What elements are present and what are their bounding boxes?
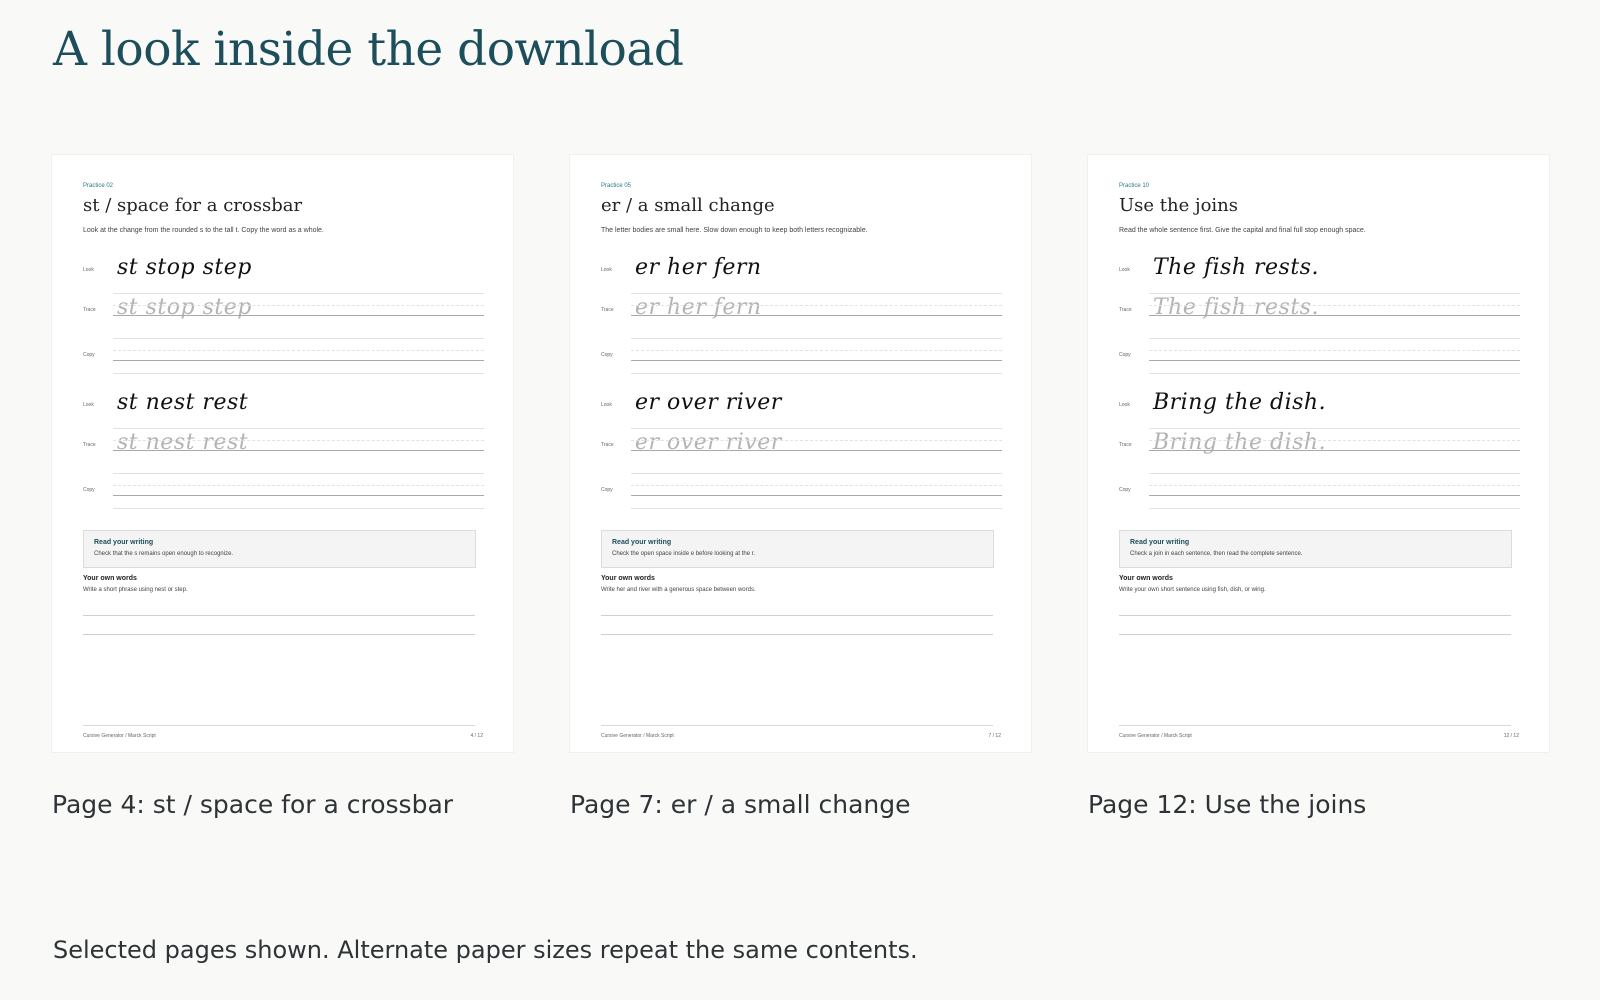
read-your-writing-box <box>1119 530 1512 568</box>
page-number: 7 / 12 <box>988 733 1001 739</box>
page-caption: Page 4: st / space for a crossbar <box>52 790 454 819</box>
trace-text: st stop step <box>117 295 252 320</box>
baseline <box>631 315 1002 316</box>
preview-card <box>1088 155 1549 819</box>
guide-line <box>631 428 1002 429</box>
guide-line <box>631 305 1002 306</box>
guide-line <box>631 440 1002 441</box>
guide-line <box>113 293 484 294</box>
page-instruction: Look at the change from the rounded s to the tall t. Copy the word as a whole. <box>83 227 324 234</box>
guide-line <box>113 338 484 339</box>
trace-label: Trace <box>1119 442 1132 448</box>
guide-line <box>1149 350 1520 351</box>
look-text: er her fern <box>635 255 762 280</box>
read-text: Check that the s remains open enough to recognize. <box>94 551 234 557</box>
guide-line <box>1149 428 1520 429</box>
copy-baseline <box>113 495 484 496</box>
read-text: Check the open space inside e before looking at the r. <box>612 551 756 557</box>
copy-label: Copy <box>1119 352 1131 358</box>
own-words-text: Write a short phrase using nest or step. <box>83 587 188 593</box>
copy-baseline <box>1149 495 1520 496</box>
practice-label: Practice 02 <box>83 183 114 189</box>
page-caption: Page 7: er / a small change <box>570 790 911 819</box>
writing-line <box>1119 634 1511 635</box>
guide-line <box>631 473 1002 474</box>
guide-line <box>1149 440 1520 441</box>
trace-label: Trace <box>83 307 96 313</box>
guide-line <box>1149 338 1520 339</box>
read-text: Check a join in each sentence, then read the complete sentence. <box>1130 551 1303 557</box>
own-words-text: Write her and river with a generous space between words. <box>601 587 756 593</box>
section-heading: A look inside the download <box>53 22 684 77</box>
practice-label: Practice 05 <box>601 183 632 189</box>
look-text: The fish rests. <box>1153 255 1319 280</box>
baseline <box>113 315 484 316</box>
footer-source: Cursive Generator / Marck Script <box>83 733 156 739</box>
baseline <box>1149 315 1520 316</box>
writing-line <box>601 615 993 616</box>
trace-text: Bring the dish. <box>1153 430 1327 455</box>
copy-label: Copy <box>1119 487 1131 493</box>
baseline <box>1149 450 1520 451</box>
trace-text: er her fern <box>635 295 762 320</box>
own-words-text: Write your own short sentence using fish, dish, or wing. <box>1119 587 1266 593</box>
read-your-writing-box <box>601 530 994 568</box>
read-title: Read your writing <box>1130 539 1190 546</box>
page-preview[interactable] <box>1088 155 1549 752</box>
writing-line <box>83 615 475 616</box>
guide-line <box>631 508 1002 509</box>
preview-card <box>570 155 1031 819</box>
look-label: Look <box>1119 402 1130 408</box>
guide-line <box>631 293 1002 294</box>
page-caption: Page 12: Use the joins <box>1088 790 1367 819</box>
trace-text: er over river <box>635 430 782 455</box>
look-label: Look <box>601 267 612 273</box>
writing-line <box>1119 615 1511 616</box>
copy-label: Copy <box>83 352 95 358</box>
page-preview-title: er / a small change <box>601 195 775 216</box>
page-instruction: The letter bodies are small here. Slow down enough to keep both letters recognizable. <box>601 227 868 234</box>
page-instruction: Read the whole sentence first. Give the capital and final full stop enough space. <box>1119 227 1366 234</box>
guide-line <box>631 350 1002 351</box>
footer-rule <box>83 725 475 726</box>
trace-label: Trace <box>83 442 96 448</box>
trace-text: The fish rests. <box>1153 295 1319 320</box>
own-words-title: Your own words <box>83 575 137 582</box>
page-preview[interactable] <box>52 155 513 752</box>
guide-line <box>113 473 484 474</box>
look-text: st nest rest <box>117 390 249 415</box>
read-title: Read your writing <box>94 539 154 546</box>
page-number: 4 / 12 <box>470 733 483 739</box>
read-title: Read your writing <box>612 539 672 546</box>
guide-line <box>113 305 484 306</box>
guide-line <box>113 508 484 509</box>
footnote: Selected pages shown. Alternate paper sizes repeat the same contents. <box>53 936 918 964</box>
page-preview-title: st / space for a crossbar <box>83 195 303 216</box>
guide-line <box>631 485 1002 486</box>
own-words-title: Your own words <box>601 575 655 582</box>
guide-line <box>631 338 1002 339</box>
writing-line <box>601 634 993 635</box>
look-text: Bring the dish. <box>1153 390 1327 415</box>
trace-label: Trace <box>601 442 614 448</box>
page-preview-title: Use the joins <box>1119 195 1238 216</box>
copy-baseline <box>631 360 1002 361</box>
practice-label: Practice 10 <box>1119 183 1150 189</box>
guide-line <box>631 373 1002 374</box>
guide-line <box>113 350 484 351</box>
guide-line <box>113 485 484 486</box>
baseline <box>631 450 1002 451</box>
look-label: Look <box>601 402 612 408</box>
trace-text: st nest rest <box>117 430 249 455</box>
guide-line <box>1149 473 1520 474</box>
writing-line <box>83 634 475 635</box>
footer-rule <box>601 725 993 726</box>
look-text: er over river <box>635 390 782 415</box>
page-preview[interactable] <box>570 155 1031 752</box>
copy-baseline <box>631 495 1002 496</box>
look-label: Look <box>1119 267 1130 273</box>
footer-rule <box>1119 725 1511 726</box>
guide-line <box>1149 305 1520 306</box>
copy-label: Copy <box>601 352 613 358</box>
copy-label: Copy <box>601 487 613 493</box>
footer-source: Cursive Generator / Marck Script <box>601 733 674 739</box>
footer-source: Cursive Generator / Marck Script <box>1119 733 1192 739</box>
copy-baseline <box>1149 360 1520 361</box>
guide-line <box>1149 485 1520 486</box>
guide-line <box>1149 293 1520 294</box>
baseline <box>113 450 484 451</box>
look-label: Look <box>83 267 94 273</box>
guide-line <box>113 373 484 374</box>
trace-label: Trace <box>601 307 614 313</box>
copy-label: Copy <box>83 487 95 493</box>
guide-line <box>113 440 484 441</box>
guide-line <box>113 428 484 429</box>
copy-baseline <box>113 360 484 361</box>
read-your-writing-box <box>83 530 476 568</box>
page-number: 12 / 12 <box>1503 733 1519 739</box>
own-words-title: Your own words <box>1119 575 1173 582</box>
guide-line <box>1149 508 1520 509</box>
trace-label: Trace <box>1119 307 1132 313</box>
look-label: Look <box>83 402 94 408</box>
preview-card <box>52 155 513 819</box>
guide-line <box>1149 373 1520 374</box>
look-text: st stop step <box>117 255 252 280</box>
